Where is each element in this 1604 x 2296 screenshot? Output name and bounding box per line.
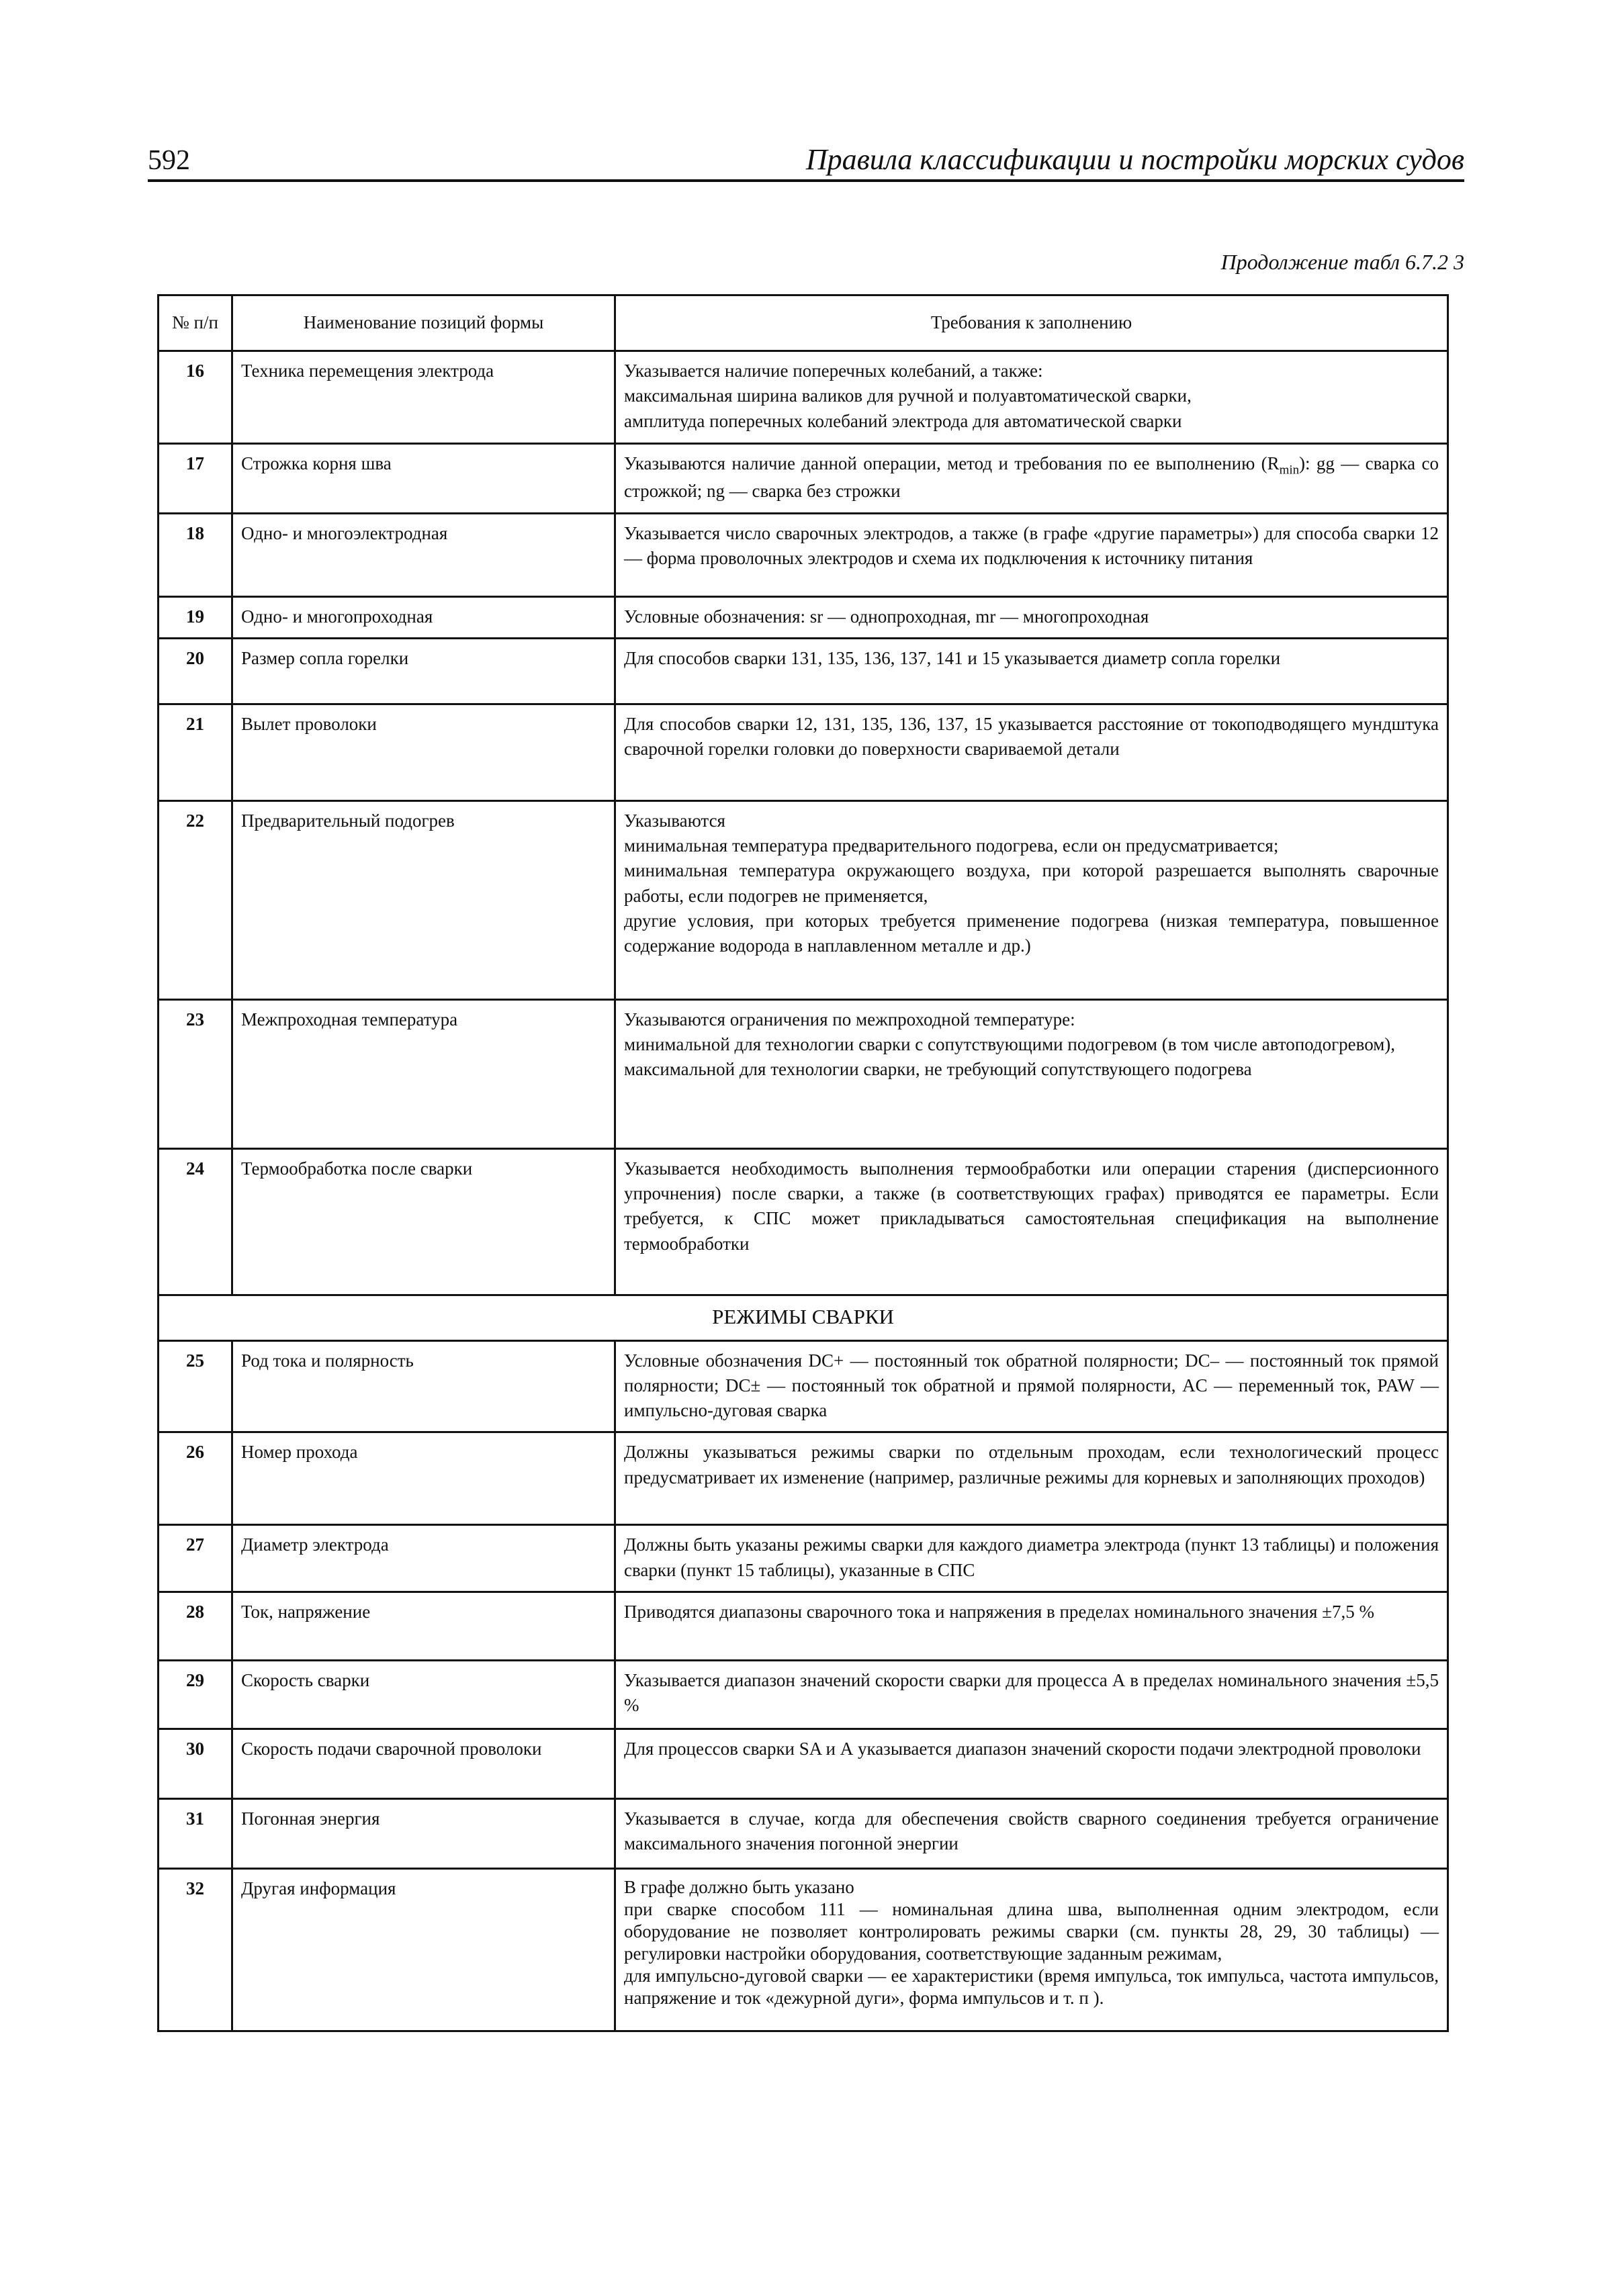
row-requirements: Указывается необходимость выполнения термообработки или операции старения (дисперсионного упрочнения) после сварки, а также (в соответствующих графах) приводятся ее параметры. Если требуется, к СПС может прикладываться самостоятельная спецификация на выполнение термообработки xyxy=(615,1148,1448,1295)
row-requirements xyxy=(615,351,1448,444)
row-item-name: Скорость подачи сварочной проволоки xyxy=(232,1729,615,1798)
row-requirements: Должны указываться режимы сварки по отдельным проходам, если технологический процесс предусматривает их изменение (например, различные режимы для корневых и заполняющих проходов) xyxy=(615,1432,1448,1525)
page-number: 592 xyxy=(148,145,190,176)
requirement-line: В графе должно быть указано xyxy=(624,1876,854,1897)
row-item-name: Диаметр электрода xyxy=(232,1525,615,1592)
row-item-name: Ток, напряжение xyxy=(232,1592,615,1660)
row-item-name: Одно- и многопроходная xyxy=(232,596,615,638)
row-item-name: Погонная энергия xyxy=(232,1798,615,1868)
table-row xyxy=(159,444,1448,514)
subscript-min: min xyxy=(1279,463,1300,477)
row-number: 27 xyxy=(159,1525,232,1592)
row-requirements: Для способов сварки 12, 131, 135, 136, 137, 15 указывается расстояние от токоподводящего мундштука сварочной горелки головки до поверхности свариваемой детали xyxy=(615,704,1448,800)
row-item-name: Вылет проволоки xyxy=(232,704,615,800)
table-header-row xyxy=(159,295,1448,351)
requirement-line: минимальной для технологии сварки с сопутствующими подогревом (в том числе автоподогревом), xyxy=(624,1034,1396,1055)
table-row xyxy=(159,638,1448,704)
row-requirements: Для способов сварки 131, 135, 136, 137, 141 и 15 указывается диаметр сопла горелки xyxy=(615,638,1448,704)
requirement-line: Указываются ограничения по межпроходной температуре: xyxy=(624,1009,1075,1029)
row-requirements xyxy=(615,999,1448,1148)
requirement-text: Указываются наличие данной операции, метод и требования по ее выполнению (R xyxy=(624,453,1280,473)
table-row xyxy=(159,1148,1448,1295)
row-number: 31 xyxy=(159,1798,232,1868)
section-title: РЕЖИМЫ СВАРКИ xyxy=(159,1295,1448,1340)
row-number: 28 xyxy=(159,1592,232,1660)
page-header xyxy=(148,138,1464,182)
row-item-name: Скорость сварки xyxy=(232,1660,615,1729)
table-row xyxy=(159,1340,1448,1432)
row-item-name: Одно- и многоэлектродная xyxy=(232,513,615,596)
table-row xyxy=(159,1798,1448,1868)
row-number: 32 xyxy=(159,1868,232,2031)
requirement-line: Указываются xyxy=(624,810,725,831)
row-requirements: Указывается число сварочных электродов, а также (в графе «другие параметры») для способа сварки 12 — форма проволочных электродов и схема их подключения к источнику питания xyxy=(615,513,1448,596)
row-number: 25 xyxy=(159,1340,232,1432)
row-requirements: Условные обозначения DC+ — постоянный ток обратной полярности; DC– — постоянный ток прямой полярности; DC± — постоянный ток обратной и прямой полярности, AC — переменный ток, PAW — импульсно-дуговая сварка xyxy=(615,1340,1448,1432)
row-requirements: Должны быть указаны режимы сварки для каждого диаметра электрода (пункт 13 таблицы) и положения сварки (пункт 15 таблицы), указанные в СПС xyxy=(615,1525,1448,1592)
table-row xyxy=(159,1660,1448,1729)
row-number: 26 xyxy=(159,1432,232,1525)
row-item-name: Техника перемещения электрода xyxy=(232,351,615,444)
row-requirements: Приводятся диапазоны сварочного тока и напряжения в пределах номинального значения ±7,5 % xyxy=(615,1592,1448,1660)
row-requirements: Указывается в случае, когда для обеспечения свойств сварного соединения требуется ограничение максимального значения погонной энергии xyxy=(615,1798,1448,1868)
row-number: 20 xyxy=(159,638,232,704)
row-number: 22 xyxy=(159,800,232,999)
table-row xyxy=(159,1525,1448,1592)
row-number: 24 xyxy=(159,1148,232,1295)
requirements-table xyxy=(157,294,1449,2032)
column-header-requirements: Требования к заполнению xyxy=(615,295,1448,351)
row-number: 29 xyxy=(159,1660,232,1729)
row-number: 30 xyxy=(159,1729,232,1798)
row-number: 18 xyxy=(159,513,232,596)
row-number: 16 xyxy=(159,351,232,444)
table-row xyxy=(159,704,1448,800)
row-requirements xyxy=(615,1868,1448,2031)
table-row xyxy=(159,1868,1448,2031)
row-requirements xyxy=(615,444,1448,514)
table-row xyxy=(159,800,1448,999)
row-item-name: Номер прохода xyxy=(232,1432,615,1525)
requirement-line: амплитуда поперечных колебаний электрода для автоматической сварки xyxy=(624,410,1182,431)
row-number: 19 xyxy=(159,596,232,638)
row-item-name: Строжка корня шва xyxy=(232,444,615,514)
table-row xyxy=(159,1432,1448,1525)
requirement-line: максимальной для технологии сварки, не требующий сопутствующего подогрева xyxy=(624,1059,1252,1080)
requirement-line: другие условия, при которых требуется применение подогрева (низкая температура, повышенное содержание водорода в наплавленном металле и др.) xyxy=(624,910,1439,956)
table-row xyxy=(159,999,1448,1148)
row-item-name: Размер сопла горелки xyxy=(232,638,615,704)
column-header-number: № п/п xyxy=(159,295,232,351)
requirement-line: минимальная температура предварительного подогрева, если он предусматривается; xyxy=(624,835,1279,856)
requirement-line: для импульсно-дуговой сварки — ее характеристики (время импульса, ток импульса, частота импульсов, напряжение и ток «дежурной дуги», форма импульсов и т. п ). xyxy=(624,1965,1439,2008)
requirement-line: максимальная ширина валиков для ручной и полуавтоматической сварки, xyxy=(624,385,1192,406)
row-number: 21 xyxy=(159,704,232,800)
row-number: 23 xyxy=(159,999,232,1148)
table-row xyxy=(159,1592,1448,1660)
row-item-name: Предварительный подогрев xyxy=(232,800,615,999)
row-requirements xyxy=(615,800,1448,999)
section-header-row xyxy=(159,1295,1448,1340)
table-row xyxy=(159,513,1448,596)
row-requirements: Указывается диапазон значений скорости сварки для процесса А в пределах номинального значения ±5,5 % xyxy=(615,1660,1448,1729)
requirement-text: ): gg — сварка со строжкой; ng — сварка без строжки xyxy=(624,453,1439,502)
row-number: 17 xyxy=(159,444,232,514)
row-item-name: Межпроходная температура xyxy=(232,999,615,1148)
row-item-name: Род тока и полярность xyxy=(232,1340,615,1432)
row-item-name: Другая информация xyxy=(232,1868,615,2031)
table-row xyxy=(159,1729,1448,1798)
column-header-item-name: Наименование позиций формы xyxy=(232,295,615,351)
requirement-line: Указывается наличие поперечных колебаний, а также: xyxy=(624,361,1043,381)
requirement-line: при сварке способом 111 — номинальная длина шва, выполненная одним электродом, если оборудование не позволяет контролировать режимы сварки (см. пункты 28, 29, 30 таблицы) — регулировки настройки оборудования, соответствующие заданным режимам, xyxy=(624,1898,1439,1964)
running-title: Правила классификации и постройки морских судов xyxy=(805,143,1464,176)
requirement-line: минимальная температура окружающего воздуха, при которой разрешается выполнять сварочные работы, если подогрев не применяется, xyxy=(624,860,1439,906)
row-requirements: Условные обозначения: sr — однопроходная, mr — многопроходная xyxy=(615,596,1448,638)
row-requirements: Для процессов сварки SA и А указывается диапазон значений скорости подачи электродной проволоки xyxy=(615,1729,1448,1798)
table-row xyxy=(159,596,1448,638)
table-continuation-note: Продолжение табл 6.7.2 3 xyxy=(1220,250,1464,274)
row-item-name: Термообработка после сварки xyxy=(232,1148,615,1295)
table-row xyxy=(159,351,1448,444)
